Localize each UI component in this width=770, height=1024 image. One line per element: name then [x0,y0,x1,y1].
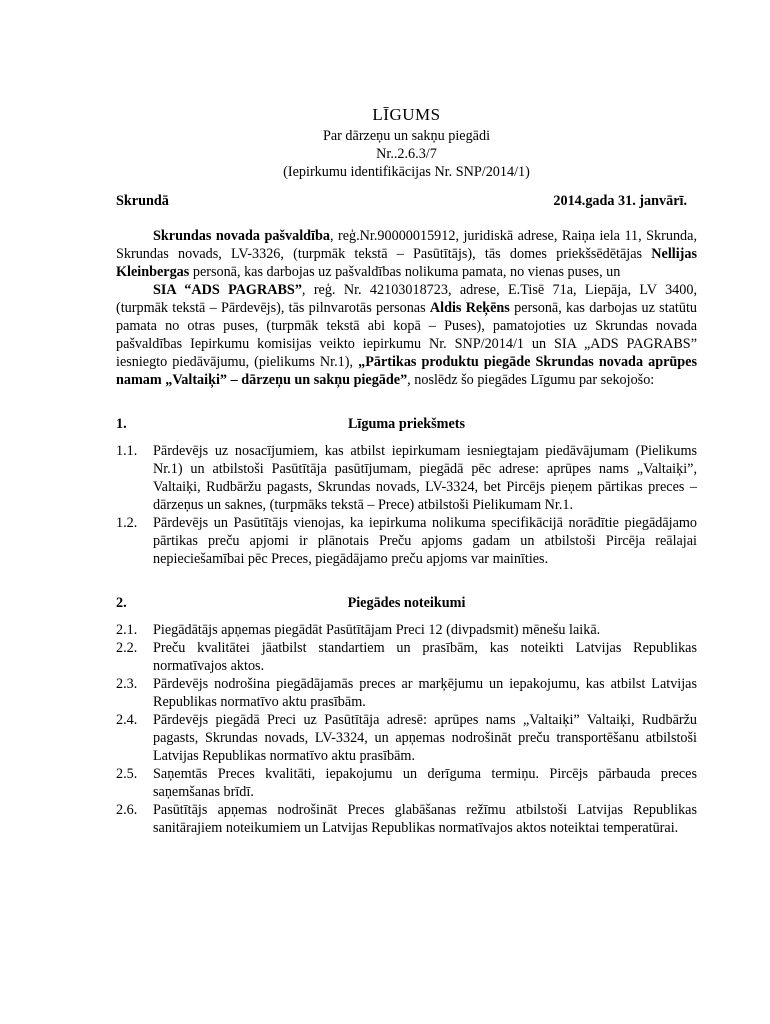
seller-details: , reģ. Nr. 42103018723, adrese, E.Tisē 71a, Liepāja, LV 3400, (turpmāk tekstā – Pārdevējs), tās pilnvarotās personas [116,282,697,316]
clause [116,514,697,568]
clause [116,711,697,765]
clause-text: Preču kvalitātei jāatbilst standartiem un prasībām, kas noteikti Latvijas Republikas normatīvajos aktos. [153,640,697,674]
seller-name: SIA “ADS PAGRABS” [153,282,302,298]
section-title: Līguma priekšmets [347,416,466,432]
preamble-closing: , noslēdz šo piegādes Līgumu par sekojošo: [407,372,655,388]
clause-number: 2.6. [116,802,138,818]
buyer-name: Skrundas novada pašvaldība [153,228,330,244]
section-title: Piegādes noteikumi [347,595,466,611]
procurement-identification: (Iepirkumu identifikācijas Nr. SNP/2014/1) [283,164,530,180]
clause [116,442,697,514]
place-date-line [116,192,697,210]
clause-number: 2.4. [116,712,138,728]
clause [116,675,697,711]
document-header [116,104,697,181]
clause-number: 2.5. [116,766,138,782]
clause [116,621,697,639]
contract-number: Nr..2.6.3/7 [376,146,437,162]
clause-number: 2.2. [116,640,138,656]
document-title: LĪGUMS [372,105,441,124]
clause-text: Saņemtās Preces kvalitāti, iepakojumu un derīguma termiņu. Pircējs pārbauda preces saņemšanas brīdī. [153,766,697,800]
clause-text: Piegādātājs apņemas piegādāt Pasūtītājam Preci 12 (divpadsmit) mēnešu laikā. [153,622,601,638]
clause-text: Pārdevējs uz nosacījumiem, kas atbilst iepirkumam iesniegtajam piedāvājumam (Pielikums Nr.1) un atbilstoši Pasūtītāja pasūtījumam, piegādā pēc adrese: aprūpes nams „Valtaiķi”, Valtaiķi, Rudbāržu pagasts, Skrundas novads, LV-3324, bet Pircējs pieņem pārtikas preces – dārzeņus un saknes, (turpmāks tekstā – Prece) atbilstoši Pielikumam Nr.1. [153,443,697,513]
buyer-basis: personā, kas darbojas uz pašvaldības nolikuma pamata, no vienas puses, un [189,264,621,280]
preamble-paragraph-buyer [116,227,697,281]
clause-text: Pārdevējs piegādā Preci uz Pasūtītāja adresē: aprūpes nams „Valtaiķi” Valtaiķi, Rudbāržu pagasts, Skrundas novads, LV-3324, un apņemas nodrošināt preču transportēšanu atbilstoši Latvijas Republikas normatīvo aktu prasībām. [153,712,697,764]
document-subtitle: Par dārzeņu un sakņu piegādi [322,128,491,144]
clause-text: Pārdevējs nodrošina piegādājamās preces ar marķējumu un iepakojumu, kas atbilst Latvijas Republikas normatīvo aktu prasībām. [153,676,697,710]
section-number: 2. [116,595,127,611]
clause [116,765,697,801]
date: 2014.gada 31. janvārī. [553,193,687,209]
contract-page [116,104,697,837]
place: Skrundā [116,193,169,209]
contract-preamble [116,227,697,389]
seller-representative: Aldis Reķēns [429,300,510,316]
clause-number: 1.1. [116,443,138,459]
section-number: 1. [116,416,127,432]
seller-basis: personā, kas darbojas uz statūtu pamata no otras puses, (turpmāk tekstā abi kopā – Puses), pamatojoties uz Skrundas novada pašvaldības Iepirkumu komisijas veikto iepirkumu Nr. SNP/2014/1 un SIA „ADS PAGRABS” iesniegto piedāvājumu, (pielikums Nr.1), [116,300,698,370]
buyer-details: , reģ.Nr.90000015912, juridiskā adrese, Raiņa iela 11, Skrunda, Skrundas novads, LV-3326, (turpmāk tekstā – Pasūtītājs), tās domes priekšsēdētājas [116,228,697,262]
clause-text: Pasūtītājs apņemas nodrošināt Preces glabāšanas režīmu atbilstoši Latvijas Republikas sanitārajiem noteikumiem un Latvijas Republikas normatīvajos aktos noteiktai temperatūrai. [153,802,697,836]
clause [116,801,697,837]
contract-subject: „Pārtikas produktu piegāde Skrundas novada aprūpes namam „Valtaiķi” – dārzeņu un sakņu piegāde” [116,354,697,388]
buyer-representative: Nellijas Kleinbergas [116,246,697,280]
clause-number: 1.2. [116,515,138,531]
section-heading [116,594,697,612]
preamble-paragraph-seller [116,281,697,389]
clause-text: Pārdevējs un Pasūtītājs vienojas, ka iepirkuma nolikuma specifikācijā norādītie piegādājamo pārtikas preču apjomi ir plānotais Preču apjoms gadam un atbilstoši Pircēja reālajai nepieciešamībai pēc Preces, piegādājamo preču apjoms var mainīties. [153,515,697,567]
clause-number: 2.3. [116,676,138,692]
clause [116,639,697,675]
section-heading [116,415,697,433]
clause-number: 2.1. [116,622,138,638]
